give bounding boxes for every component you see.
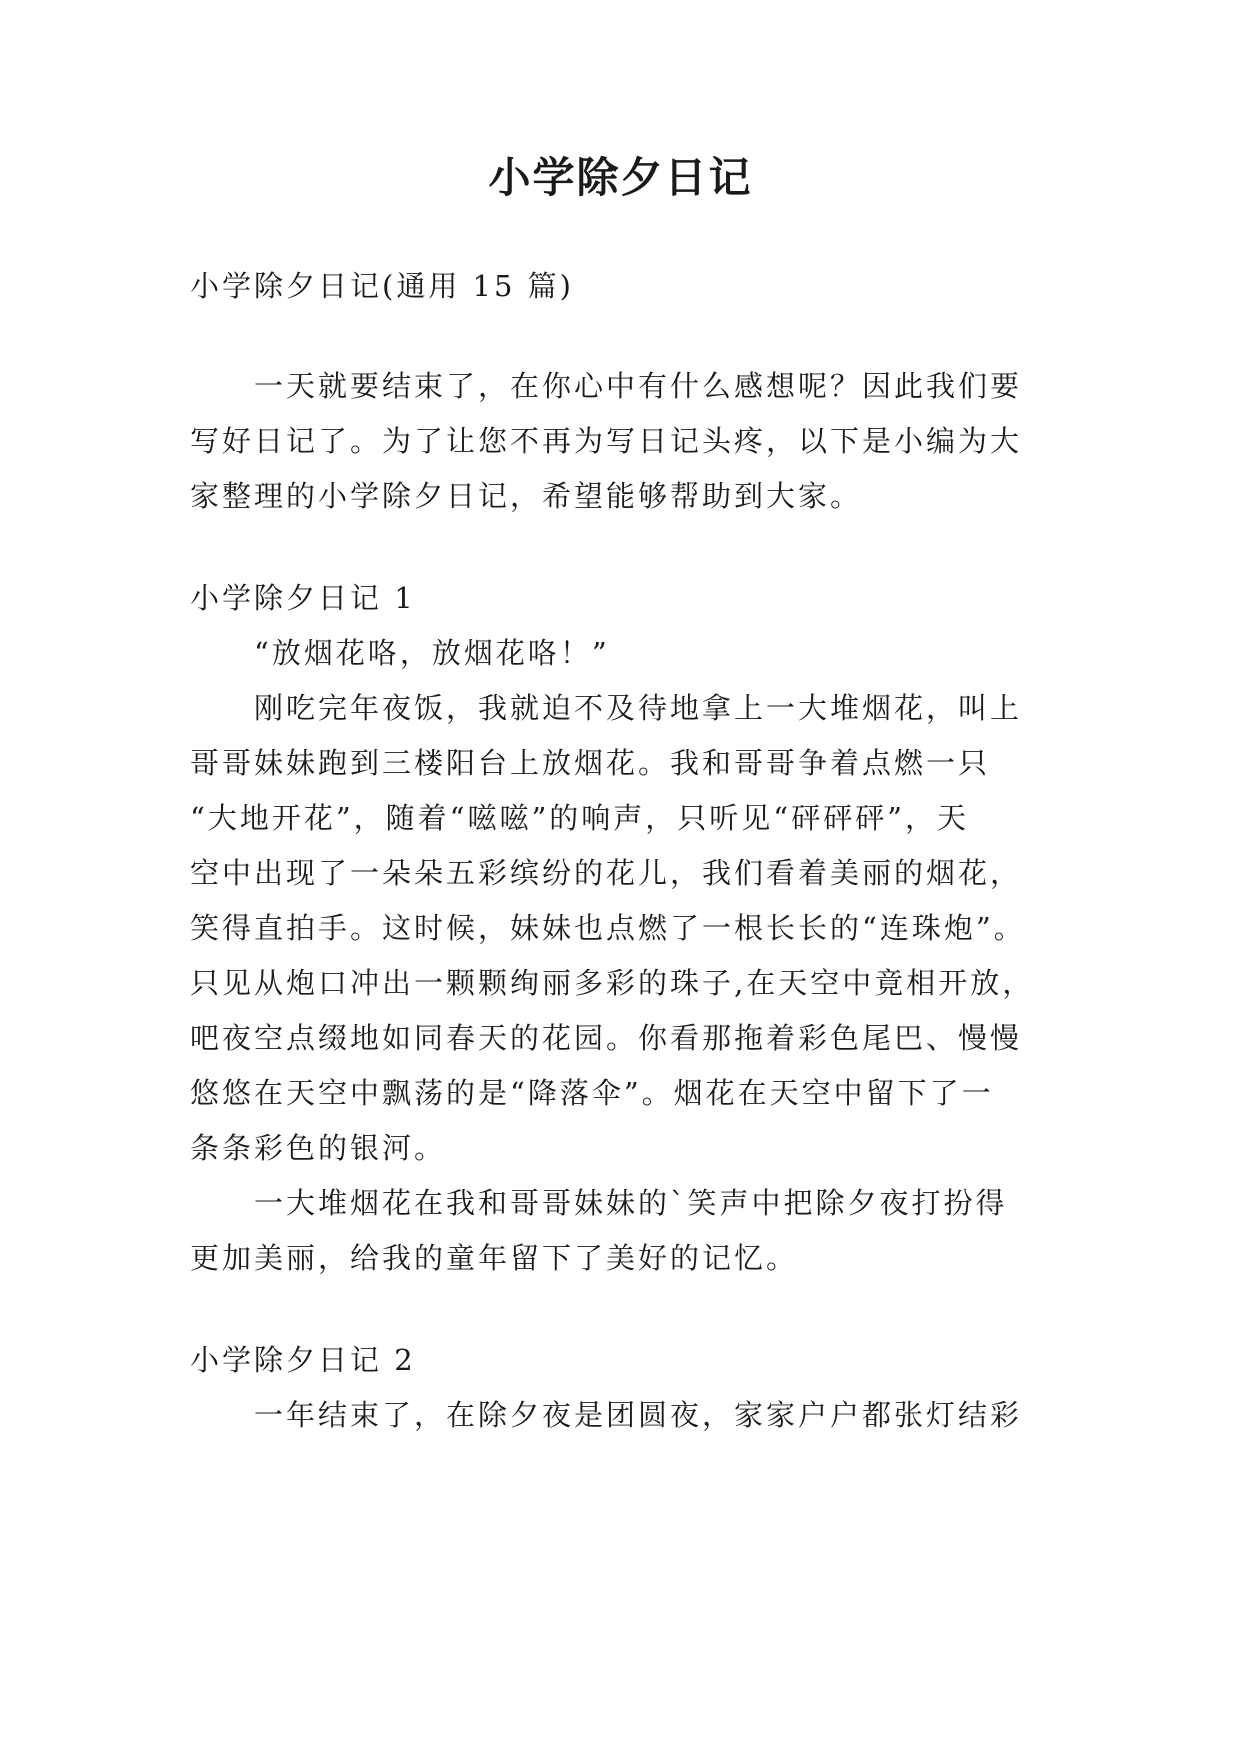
paragraph-line: 一大堆烟花在我和哥哥妹妹的`笑声中把除夕夜打扮得 (254, 1186, 1008, 1220)
intro-line: 写好日记了。为了让您不再为写日记头疼，以下是小编为大 (190, 424, 1023, 458)
paragraph-line: 悠悠在天空中飘荡的是“降落伞”。烟花在天空中留下了一 (190, 1076, 994, 1110)
paragraph-line: 笑得直拍手。这时候，妹妹也点燃了一根长长的“连珠炮”。 (190, 911, 1026, 945)
intro-line: 家整理的小学除夕日记，希望能够帮助到大家。 (190, 479, 863, 513)
paragraph-line: “放烟花咯，放烟花咯！” (254, 636, 610, 670)
paragraph-line: 刚吃完年夜饭，我就迫不及待地拿上一大堆烟花，叫上 (254, 691, 1023, 725)
paragraph-line: 哥哥妹妹跑到三楼阳台上放烟花。我和哥哥争着点燃一只 (190, 746, 991, 780)
paragraph-line: 吧夜空点缀地如同春天的花园。你看那拖着彩色尾巴、慢慢 (190, 1021, 1023, 1055)
section-heading-1: 小学除夕日记 1 (190, 581, 416, 615)
document-title: 小学除夕日记 (488, 153, 753, 202)
document-subtitle: 小学除夕日记(通用 15 篇) (190, 269, 574, 303)
paragraph-line: 空中出现了一朵朵五彩缤纷的花儿，我们看着美丽的烟花， (190, 856, 1023, 890)
intro-line: 一天就要结束了，在你心中有什么感想呢？因此我们要 (254, 369, 1023, 403)
section-heading-2: 小学除夕日记 2 (190, 1343, 416, 1377)
paragraph-line: 只见从炮口冲出一颗颗绚丽多彩的珠子,在天空中竟相开放， (190, 966, 1035, 1000)
paragraph-line: 条条彩色的银河。 (190, 1131, 447, 1165)
paragraph-line: “大地开花”，随着“嗞嗞”的响声，只听见“砰砰砰”，天 (190, 801, 969, 835)
paragraph-line: 更加美丽，给我的童年留下了美好的记忆。 (190, 1241, 799, 1275)
paragraph-line: 一年结束了，在除夕夜是团圆夜，家家户户都张灯结彩 (254, 1398, 1023, 1432)
